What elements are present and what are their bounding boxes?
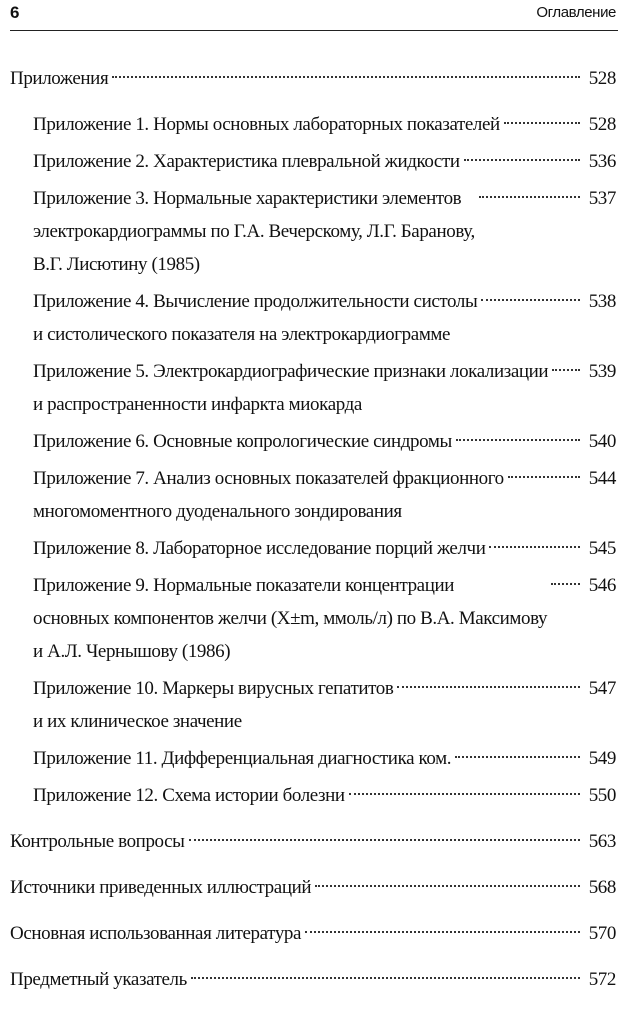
toc-entry-page: 539 — [588, 361, 616, 382]
toc-entry-appendix-1[interactable] — [33, 108, 616, 141]
dot-leader — [397, 686, 580, 688]
toc-entry-page: 546 — [588, 575, 616, 596]
dot-leader — [349, 793, 580, 795]
toc-entry-control-questions[interactable] — [10, 825, 616, 858]
toc-entry-title: Приложения — [10, 68, 109, 89]
toc-entry-page: 563 — [588, 831, 616, 852]
table-of-contents — [10, 62, 616, 1009]
toc-entry-title: Приложение 6. Основные копрологические синдромы — [33, 431, 452, 452]
dot-leader — [315, 885, 580, 887]
toc-entry-appendix-4[interactable] — [33, 285, 616, 351]
dot-leader — [552, 369, 580, 371]
page-header — [10, 0, 618, 31]
page-number: 6 — [10, 3, 19, 22]
toc-entry-page: 537 — [588, 188, 616, 209]
toc-entry-title: Контрольные вопросы — [10, 831, 185, 852]
toc-entry-appendix-3[interactable] — [33, 182, 616, 281]
toc-entry-appendix-6[interactable] — [33, 425, 616, 458]
toc-entry-title: Приложение 7. Анализ основных показателей фракционного многомоментного дуоденального зондирования — [33, 468, 504, 522]
dot-leader — [112, 76, 580, 78]
toc-entry-page: 528 — [588, 114, 616, 135]
dot-leader — [479, 196, 580, 198]
toc-entry-appendix-10[interactable] — [33, 672, 616, 738]
dot-leader — [455, 756, 580, 758]
toc-entry-appendix-8[interactable] — [33, 532, 616, 565]
toc-entry-title: Приложение 1. Нормы основных лабораторных показателей — [33, 114, 500, 135]
toc-entry-page: 570 — [588, 923, 616, 944]
toc-entry-title: Основная использованная литература — [10, 923, 302, 944]
dot-leader — [191, 977, 580, 979]
toc-entry-page: 544 — [588, 468, 616, 489]
toc-entry-page: 572 — [588, 969, 616, 990]
toc-entry-subject-index[interactable] — [10, 963, 616, 996]
dot-leader — [456, 439, 580, 441]
toc-entry-page: 547 — [588, 678, 616, 699]
toc-entry-bibliography[interactable] — [10, 917, 616, 950]
toc-entry-page: 550 — [588, 785, 616, 806]
toc-entry-title: Приложение 8. Лабораторное исследование порций желчи — [33, 538, 486, 559]
dot-leader — [504, 122, 580, 124]
toc-entry-title: Приложение 9. Нормальные показатели концентрации основных компонентов желчи (X±m, ммоль/л) по В.А. Максимову и А.Л. Чернышову (1986) — [33, 575, 548, 662]
toc-entry-page: 536 — [588, 151, 616, 172]
toc-entry-title: Приложение 2. Характеристика плевральной жидкости — [33, 151, 460, 172]
toc-entry-appendix-12[interactable] — [33, 779, 616, 812]
dot-leader — [189, 839, 580, 841]
toc-entry-title: Приложение 3. Нормальные характеристики элементов электрокардиограммы по Г.А. Вечерскому, Л.Г. Баранову, В.Г. Лисютину (1985) — [33, 188, 475, 275]
toc-entry-appendices[interactable] — [10, 62, 616, 95]
toc-entry-title: Приложение 4. Вычисление продолжительности систолы и систолического показателя на электрокардиограмме — [33, 291, 478, 345]
toc-entry-title: Приложение 5. Электрокардиографические признаки локализации и распространенности инфаркта миокарда — [33, 361, 549, 415]
dot-leader — [481, 299, 580, 301]
toc-entry-page: 568 — [588, 877, 616, 898]
toc-entry-page: 549 — [588, 748, 616, 769]
dot-leader — [305, 931, 580, 933]
toc-entry-title: Предметный указатель — [10, 969, 187, 990]
dot-leader — [508, 476, 580, 478]
toc-entry-title: Источники приведенных иллюстраций — [10, 877, 312, 898]
toc-entry-title: Приложение 10. Маркеры вирусных гепатитов и их клиническое значение — [33, 678, 394, 732]
toc-entry-appendix-2[interactable] — [33, 145, 616, 178]
dot-leader — [464, 159, 580, 161]
toc-entry-page: 538 — [588, 291, 616, 312]
toc-entry-illustration-sources[interactable] — [10, 871, 616, 904]
toc-entry-page: 528 — [588, 68, 616, 89]
running-title: Оглавление — [536, 4, 616, 21]
toc-entry-appendix-9[interactable] — [33, 569, 616, 668]
dot-leader — [551, 583, 580, 585]
toc-entry-page: 540 — [588, 431, 616, 452]
dot-leader — [489, 546, 580, 548]
toc-entry-appendix-11[interactable] — [33, 742, 616, 775]
toc-entry-appendix-7[interactable] — [33, 462, 616, 528]
toc-entry-appendix-5[interactable] — [33, 355, 616, 421]
toc-entry-title: Приложение 12. Схема истории болезни — [33, 785, 345, 806]
toc-entry-page: 545 — [588, 538, 616, 559]
toc-entry-title: Приложение 11. Дифференциальная диагностика ком. — [33, 748, 452, 769]
